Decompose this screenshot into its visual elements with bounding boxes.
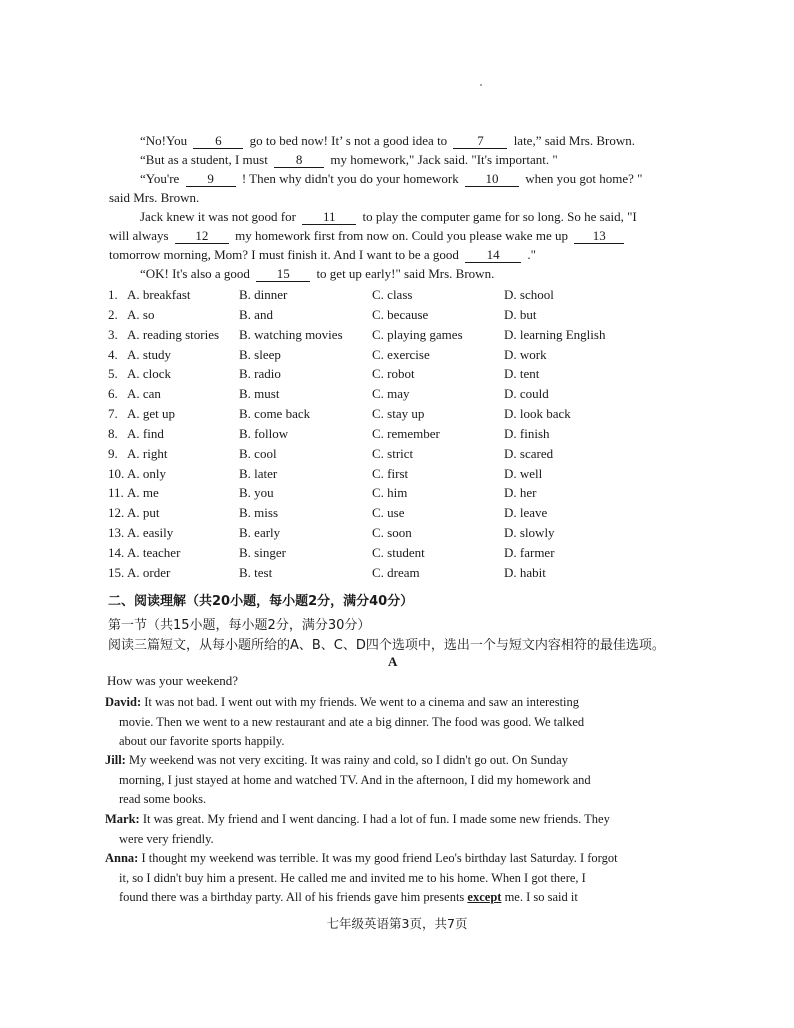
option-d: D. work (504, 346, 547, 362)
option-a: A. put (127, 505, 160, 521)
option-c: C. exercise (372, 346, 430, 362)
blank-9: 9 (186, 171, 236, 187)
option-d: D. farmer (504, 544, 555, 560)
passage-line: “No!You 6 go to bed now! It’ s not a good idea to 7 late,” said Mrs. Brown. (140, 133, 635, 148)
option-a: A. order (127, 564, 171, 580)
option-number: 15. (108, 564, 125, 580)
option-d: D. learning English (504, 326, 606, 342)
option-a: A. study (127, 346, 172, 362)
page-footer: 七年级英语第3页，共7页 (326, 916, 468, 931)
option-d: D. her (504, 485, 537, 501)
option-row (108, 305, 668, 325)
passage-line: tomorrow morning, Mom? I must finish it. And I want to be a good 14 ." (109, 247, 536, 262)
option-d: D. look back (504, 406, 571, 422)
option-number: 4. (108, 346, 118, 362)
blank-11: 11 (302, 209, 356, 225)
blank-7: 7 (453, 133, 507, 149)
option-row (108, 444, 668, 464)
option-c: C. remember (372, 425, 440, 441)
option-a: A. breakfast (127, 287, 191, 302)
option-a: A. teacher (127, 544, 181, 560)
speaker-name: Mark: (105, 812, 140, 826)
entry-anna: Anna: I thought my weekend was terrible. It was my good friend Leo's birthday last Saturday. I forgot it, so I didn't buy him a present. He called me and invited me to his home. When I got there, I found there was a birthday party. All of his friends gave him presents except me. I so said it (105, 851, 618, 904)
blank-14: 14 (465, 247, 521, 263)
option-b: B. sleep (239, 346, 281, 362)
option-b: B. later (239, 465, 278, 481)
option-row (108, 404, 668, 424)
option-b: B. dinner (239, 287, 288, 302)
blank-8: 8 (274, 152, 324, 168)
option-a: A. me (127, 485, 159, 501)
option-c: C. because (372, 306, 429, 322)
option-number: 1. (108, 287, 118, 302)
option-number: 10. (108, 465, 125, 481)
option-d: D. tent (504, 366, 540, 382)
passage-question: How was your weekend? (107, 673, 239, 688)
option-row (108, 325, 668, 345)
passage-line: Jack knew it was not good for 11 to play the computer game for so long. So he said, "I (140, 209, 637, 224)
option-number: 6. (108, 386, 118, 402)
option-a: A. easily (127, 525, 174, 541)
subsection-heading: 第一节（共15小题，每小题2分，满分30分） (108, 618, 371, 633)
option-number: 14. (108, 544, 125, 560)
option-d: D. finish (504, 425, 550, 441)
option-number: 5. (108, 366, 118, 382)
option-row (108, 563, 668, 583)
option-row (108, 364, 668, 384)
option-b: B. come back (239, 406, 311, 422)
blank-10: 10 (465, 171, 519, 187)
option-d: D. slowly (504, 525, 555, 541)
option-c: C. robot (372, 366, 415, 382)
option-d: D. scared (504, 445, 554, 461)
instructions: 阅读三篇短文，从每小题所给的A、B、C、D四个选项中，选出一个与短文内容相符的最佳选项。 (108, 638, 665, 653)
option-b: B. follow (239, 425, 289, 441)
option-b: B. and (239, 306, 273, 322)
option-c: C. use (372, 505, 405, 521)
option-row (108, 345, 668, 365)
option-b: B. must (239, 386, 280, 402)
option-d: D. school (504, 287, 554, 302)
option-c: C. student (372, 544, 425, 560)
option-a: A. clock (127, 366, 172, 382)
entry-mark: Mark: It was great. My friend and I went dancing. I had a lot of fun. I made some new friends. They were very friendly. (105, 812, 610, 846)
option-row (108, 503, 668, 523)
option-c: C. him (372, 485, 408, 501)
blank-12: 12 (175, 228, 229, 244)
option-row (108, 543, 668, 563)
option-c: C. may (372, 386, 410, 402)
section-heading: 二、阅读理解（共20小题，每小题2分，满分40分） (108, 594, 414, 609)
option-number: 9. (108, 445, 118, 461)
option-b: B. early (239, 525, 281, 541)
underlined-word: except (467, 890, 502, 904)
option-b: B. cool (239, 445, 277, 461)
option-a: A. so (127, 306, 155, 322)
option-a: A. can (127, 386, 161, 402)
option-c: C. soon (372, 525, 412, 541)
option-row (108, 483, 668, 503)
option-number: 8. (108, 425, 118, 441)
option-c: C. playing games (372, 326, 463, 342)
blank-13: 13 (574, 228, 624, 244)
passage-line: said Mrs. Brown. (109, 190, 200, 205)
blank-6: 6 (193, 133, 243, 149)
option-row (108, 384, 668, 404)
scan-speck (480, 84, 482, 86)
passage-label: A (388, 654, 398, 669)
option-c: C. strict (372, 445, 414, 461)
option-c: C. dream (372, 564, 420, 580)
option-number: 2. (108, 306, 118, 322)
option-b: B. miss (239, 505, 279, 521)
option-a: A. get up (127, 406, 176, 422)
speaker-name: Jill: (105, 753, 126, 767)
option-c: C. class (372, 287, 413, 302)
option-number: 11. (108, 485, 124, 501)
speaker-name: David: (105, 695, 142, 709)
option-c: C. stay up (372, 406, 425, 422)
option-a: A. reading stories (127, 326, 220, 342)
option-d: D. leave (504, 505, 548, 521)
option-row (108, 285, 668, 305)
passage-line: will always 12 my homework first from now on. Could you please wake me up 13 (109, 226, 681, 245)
option-d: D. habit (504, 564, 546, 580)
option-a: A. find (127, 425, 164, 441)
option-a: A. right (127, 445, 168, 461)
option-d: D. could (504, 386, 549, 402)
option-row (108, 464, 668, 484)
option-d: D. but (504, 306, 537, 322)
option-number: 3. (108, 326, 118, 342)
option-b: B. radio (239, 366, 281, 382)
option-d: D. well (504, 465, 543, 481)
option-row (108, 523, 668, 543)
passage-line: “OK! It's also a good 15 to get up early!" said Mrs. Brown. (140, 266, 495, 281)
option-a: A. only (127, 465, 166, 481)
option-number: 12. (108, 505, 125, 521)
option-c: C. first (372, 465, 409, 481)
option-b: B. singer (239, 544, 286, 560)
option-number: 13. (108, 525, 125, 541)
options-grid (108, 285, 668, 583)
option-b: B. watching movies (239, 326, 343, 342)
blank-15: 15 (256, 266, 310, 282)
passage-line: “But as a student, I must 8 my homework," Jack said. "It's important. " (140, 152, 558, 167)
entry-david: David: It was not bad. I went out with my friends. We went to a cinema and saw an interesting movie. Then we went to a new restaurant and ate a big dinner. The food was good. We talked about our favorite sports happily. (105, 695, 585, 748)
option-b: B. you (239, 485, 274, 501)
option-b: B. test (239, 564, 273, 580)
entry-jill: Jill: My weekend was not very exciting. It was rainy and cold, so I didn't go out. On Sunday morning, I just stayed at home and watched TV. And in the afternoon, I did my homework and read some books. (105, 753, 591, 806)
option-number: 7. (108, 406, 118, 422)
speaker-name: Anna: (105, 851, 139, 865)
passage-line: “You're 9 ! Then why didn't you do your homework 10 when you got home? " (140, 171, 643, 186)
cloze-passage (109, 131, 681, 283)
option-row (108, 424, 668, 444)
